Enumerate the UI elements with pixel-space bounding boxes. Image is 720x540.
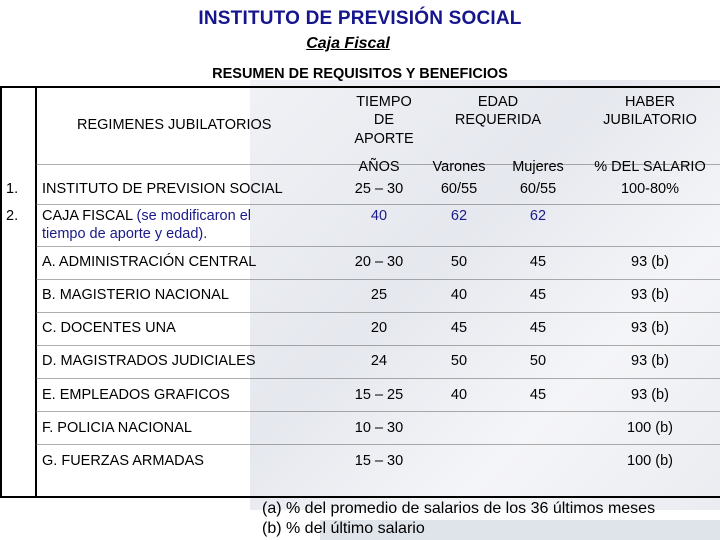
regime-haber: 100 (b)	[627, 420, 673, 436]
regime-varones: 40	[450, 387, 468, 403]
table-border-top	[0, 86, 720, 88]
row-number: 2.	[6, 208, 19, 224]
header-tiempo-line2: DE	[373, 112, 395, 128]
regime-name: A. ADMINISTRACIÓN CENTRAL	[42, 254, 257, 270]
ips-name: INSTITUTO DE PREVISION SOCIAL	[42, 181, 283, 197]
caja-mujeres: 62	[529, 208, 547, 224]
header-tiempo-line1: TIEMPO	[356, 94, 412, 110]
header-haber-line2: JUBILATORIO	[603, 112, 697, 128]
page-title: INSTITUTO DE PREVISIÓN SOCIAL	[198, 8, 522, 29]
row-number: 1.	[6, 181, 19, 197]
caja-tiempo: 40	[370, 208, 388, 224]
row-divider	[36, 345, 720, 346]
header-edad-line1: EDAD	[477, 94, 519, 110]
header-haber-line1: HABER	[625, 94, 675, 110]
caja-note-line2: tiempo de aporte y edad).	[42, 226, 208, 242]
table-border-left	[0, 86, 2, 498]
regime-tiempo: 10 – 30	[354, 420, 404, 436]
regime-tiempo: 24	[370, 353, 388, 369]
regime-tiempo: 20 – 30	[354, 254, 404, 270]
header-regimenes: REGIMENES JUBILATORIOS	[77, 117, 272, 133]
footnote-a: (a) % del promedio de salarios de los 36 últimos meses	[262, 500, 656, 517]
regime-varones: 50	[450, 254, 468, 270]
regime-haber: 93 (b)	[631, 320, 669, 336]
ips-tiempo-line1: AÑOS	[358, 159, 400, 175]
regime-mujeres: 45	[529, 387, 547, 403]
page-subtitle: Caja Fiscal	[306, 35, 390, 52]
regime-name: F. POLICIA NACIONAL	[42, 420, 192, 436]
regime-name: E. EMPLEADOS GRAFICOS	[42, 387, 230, 403]
caja-name-line1	[42, 208, 251, 225]
regime-varones: 40	[450, 287, 468, 303]
ips-haber-line2: 100-80%	[620, 181, 680, 197]
regime-name: C. DOCENTES UNA	[42, 320, 176, 336]
table-heading: RESUMEN DE REQUISITOS Y BENEFICIOS	[212, 66, 508, 82]
table-column-divider	[35, 86, 37, 498]
regime-tiempo: 15 – 30	[354, 453, 404, 469]
regime-name: G. FUERZAS ARMADAS	[42, 453, 204, 469]
regime-name: D. MAGISTRADOS JUDICIALES	[42, 353, 256, 369]
regime-haber: 93 (b)	[631, 287, 669, 303]
regime-mujeres: 45	[529, 287, 547, 303]
regime-mujeres: 45	[529, 320, 547, 336]
table-border-bottom	[0, 496, 720, 498]
ips-mujeres-line1: Mujeres	[512, 159, 564, 175]
row-divider	[36, 444, 720, 445]
regime-tiempo: 15 – 25	[354, 387, 404, 403]
row-divider	[36, 312, 720, 313]
ips-tiempo-line2: 25 – 30	[354, 181, 404, 197]
ips-mujeres-line2: 60/55	[519, 181, 557, 197]
regime-name: B. MAGISTERIO NACIONAL	[42, 287, 229, 303]
regime-varones: 45	[450, 320, 468, 336]
ips-varones-line2: 60/55	[440, 181, 478, 197]
regime-mujeres: 45	[529, 254, 547, 270]
caja-name: CAJA FISCAL	[42, 208, 133, 224]
ips-haber-line1: % DEL SALARIO	[594, 159, 706, 175]
regime-haber: 93 (b)	[631, 353, 669, 369]
header-edad-line2: REQUERIDA	[454, 112, 542, 128]
regime-mujeres: 50	[529, 353, 547, 369]
footnote-b: (b) % del último salario	[262, 520, 425, 537]
regime-tiempo: 25	[370, 287, 388, 303]
caja-varones: 62	[450, 208, 468, 224]
row-divider	[36, 378, 720, 379]
row-divider	[36, 279, 720, 280]
regime-tiempo: 20	[370, 320, 388, 336]
row-divider	[36, 411, 720, 412]
regime-haber: 100 (b)	[627, 453, 673, 469]
row-divider	[36, 246, 720, 247]
row-divider	[36, 204, 720, 205]
regime-haber: 93 (b)	[631, 387, 669, 403]
caja-note: (se modificaron el	[132, 208, 251, 224]
header-tiempo-line3: APORTE	[354, 131, 414, 147]
ips-varones-line1: Varones	[432, 159, 486, 175]
regime-varones: 50	[450, 353, 468, 369]
regime-haber: 93 (b)	[631, 254, 669, 270]
